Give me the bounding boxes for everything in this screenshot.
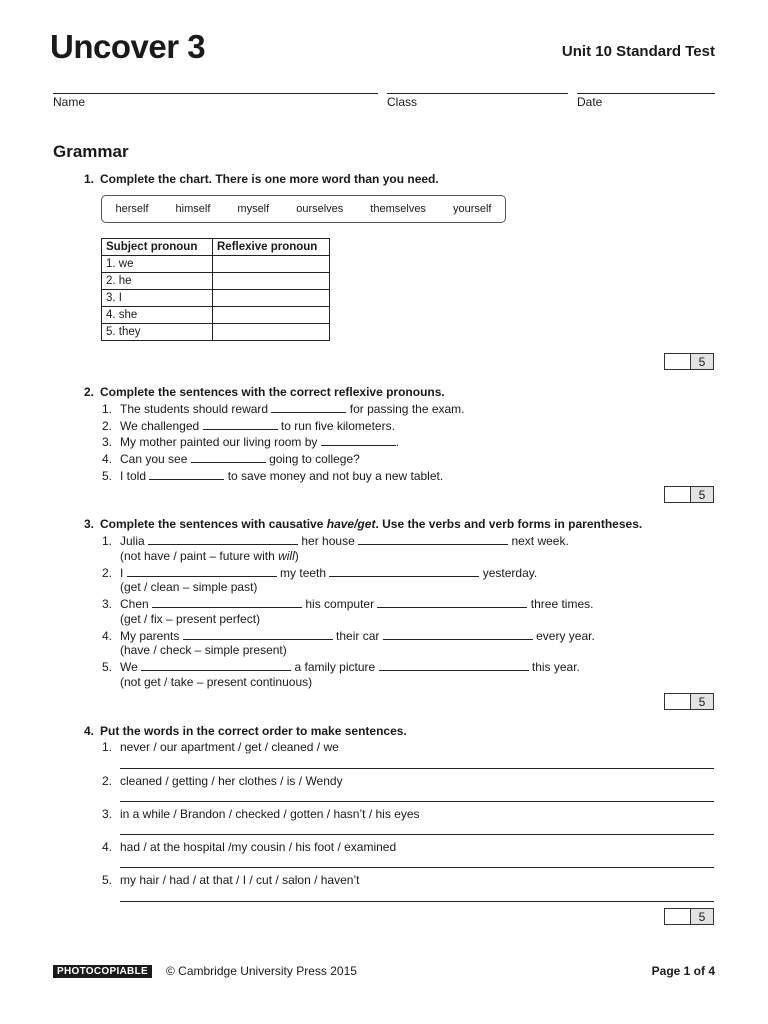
class-label: Class [387,95,418,109]
item-text: next week. [511,534,569,548]
reflexive-answer-cell[interactable] [213,307,330,324]
item-text: We challenged [120,419,200,433]
item-text: to run five kilometers. [280,419,395,433]
item-text: going to college? [269,452,360,466]
item-number: 5. [102,660,113,674]
item-text: to save money and not buy a new tablet. [227,469,444,483]
item-number: 2. [102,419,113,433]
exercise-2-item [102,434,399,449]
answer-blank[interactable] [271,401,346,413]
exercise-3-item [102,565,537,580]
exercise-2-item [102,451,360,466]
hint-emphasis: will [278,549,295,563]
table-row [102,290,330,307]
answer-blank[interactable] [358,533,508,545]
exercise-instruction: Complete the sentences with the correct reflexive pronouns. [100,385,445,399]
pronoun-chart [101,238,330,341]
date-line[interactable] [577,93,715,94]
word-bank-item: ourselves [296,203,344,215]
exercise-3-item [102,533,569,548]
reflexive-answer-cell[interactable] [213,256,330,273]
word-bank [101,195,506,223]
brand-title: Uncover 3 [50,28,206,65]
exercise-number: 4. [84,724,95,738]
answer-blank[interactable] [191,451,266,463]
item-number: 1. [102,740,113,754]
exercise-2-item [102,401,465,416]
copyright-text: © Cambridge University Press 2015 [166,964,357,978]
score-input[interactable] [665,487,691,502]
exercise-instruction: Put the words in the correct order to make sentences. [100,724,407,738]
scrambled-words: in a while / Brandon / checked / gotten / hasn’t / his eyes [120,807,420,821]
unit-title: Unit 10 Standard Test [561,43,715,60]
answer-blank[interactable] [383,628,533,640]
score-input[interactable] [665,354,691,369]
subject-pronoun: 4. she [102,307,213,324]
scrambled-words: never / our apartment / get / cleaned / we [120,740,339,754]
item-text: Chen [120,597,149,611]
answer-blank[interactable] [127,565,277,577]
score-max: 5 [691,487,713,502]
answer-line[interactable] [120,801,714,802]
hint-text: (not have / paint – future with [120,549,279,563]
verb-hint [120,549,299,563]
score-max: 5 [691,909,713,924]
answer-blank[interactable] [148,533,298,545]
word-bank-item: herself [115,203,149,215]
answer-line[interactable] [120,834,714,835]
verb-hint: (get / fix – present perfect) [120,612,261,626]
subject-pronoun: 2. he [102,273,213,290]
item-text: Julia [120,534,145,548]
exercise-number: 3. [84,517,95,531]
answer-blank[interactable] [329,565,479,577]
photocopiable-badge: PHOTOCOPIABLE [53,965,152,978]
item-text: this year. [531,660,580,674]
scrambled-words: had / at the hospital /my cousin / his foot / examined [120,840,397,854]
item-text: three times. [530,597,594,611]
item-number: 4. [102,452,113,466]
exercise-instruction: . Use the verbs and verb forms in parentheses. [375,517,643,531]
item-text: The students should reward [120,402,269,416]
score-max: 5 [691,354,713,369]
exercise-1-title [84,172,439,186]
subject-pronoun: 1. we [102,256,213,273]
section-title: Grammar [53,142,129,161]
exercise-2-title [84,385,445,399]
subject-pronoun: 3. I [102,290,213,307]
score-input[interactable] [665,909,691,924]
item-number: 4. [102,629,113,643]
exercise-2-item [102,468,443,483]
scrambled-words: my hair / had / at that / I / cut / salon / haven’t [120,873,360,887]
exercise-4-item [102,740,339,754]
page-number: Page 1 of 4 [651,964,715,978]
hint-text: ) [294,549,299,563]
item-text: every year. [536,629,595,643]
table-row [102,256,330,273]
exercise-instruction: Complete the chart. There is one more word than you need. [100,172,439,186]
answer-blank[interactable] [149,468,224,480]
item-text: Can you see [120,452,188,466]
verb-hint: (not get / take – present continuous) [120,675,313,689]
item-number: 1. [102,534,113,548]
table-row [102,273,330,290]
item-number: 1. [102,402,113,416]
verb-hint: (get / clean – simple past) [120,580,258,594]
answer-line[interactable] [120,901,714,902]
subject-pronoun: 5. they [102,324,213,341]
item-number: 3. [102,597,113,611]
table-header: Subject pronoun [102,239,213,256]
item-text: their car [336,629,380,643]
reflexive-answer-cell[interactable] [213,273,330,290]
item-text: I told [120,469,147,483]
name-label: Name [53,95,86,109]
item-text: my teeth [280,566,327,580]
item-text: yesterday. [482,566,538,580]
word-bank-item: himself [175,203,211,215]
exercise-4-item [102,774,343,788]
word-bank-item: yourself [452,203,492,215]
item-text: a family picture [294,660,376,674]
score-box-2 [664,486,714,503]
answer-blank[interactable] [183,628,333,640]
exercise-instruction-emphasis: have/get [326,517,376,531]
exercise-number: 1. [84,172,95,186]
date-label: Date [577,95,603,109]
exercise-3-item [102,596,593,611]
answer-blank[interactable] [377,596,527,608]
exercise-3-item [102,628,595,643]
item-number: 3. [102,435,113,449]
score-box-3 [664,693,714,710]
item-text: I [120,566,124,580]
score-max: 5 [691,694,713,709]
answer-line[interactable] [120,768,714,769]
scrambled-words: cleaned / getting / her clothes / is / Wendy [120,774,343,788]
exercise-number: 2. [84,385,95,399]
answer-blank[interactable] [203,418,278,430]
item-number: 4. [102,840,113,854]
answer-blank[interactable] [141,659,291,671]
word-bank-item: themselves [370,203,426,215]
class-line[interactable] [387,93,568,94]
verb-hint: (have / check – simple present) [120,643,287,657]
table-row [102,324,330,341]
exercise-4-title [84,724,407,738]
item-text: . [395,435,400,449]
exercise-3-item [102,659,580,674]
score-box-4 [664,908,714,925]
word-bank-item: myself [237,203,270,215]
item-number: 5. [102,873,113,887]
exercise-instruction: Complete the sentences with causative [100,517,327,531]
item-text: My mother painted our living room by [120,435,318,449]
item-number: 3. [102,807,113,821]
score-box-1 [664,353,714,370]
exercise-4-item [102,873,359,887]
table-row [102,307,330,324]
answer-blank[interactable] [152,596,302,608]
exercise-3-title [84,517,642,531]
score-input[interactable] [665,694,691,709]
item-text: My parents [120,629,180,643]
exercise-4-item [102,840,396,854]
item-text: for passing the exam. [349,402,465,416]
item-text: We [120,660,138,674]
item-text: his computer [305,597,375,611]
item-text: her house [301,534,355,548]
answer-line[interactable] [120,867,714,868]
answer-blank[interactable] [379,659,529,671]
item-number: 2. [102,566,113,580]
exercise-2-item [102,418,395,433]
item-number: 2. [102,774,113,788]
exercise-4-item [102,807,420,821]
reflexive-answer-cell[interactable] [213,290,330,307]
item-number: 5. [102,469,113,483]
name-line[interactable] [53,93,378,94]
table-header: Reflexive pronoun [213,239,330,256]
answer-blank[interactable] [321,434,396,446]
reflexive-answer-cell[interactable] [213,324,330,341]
